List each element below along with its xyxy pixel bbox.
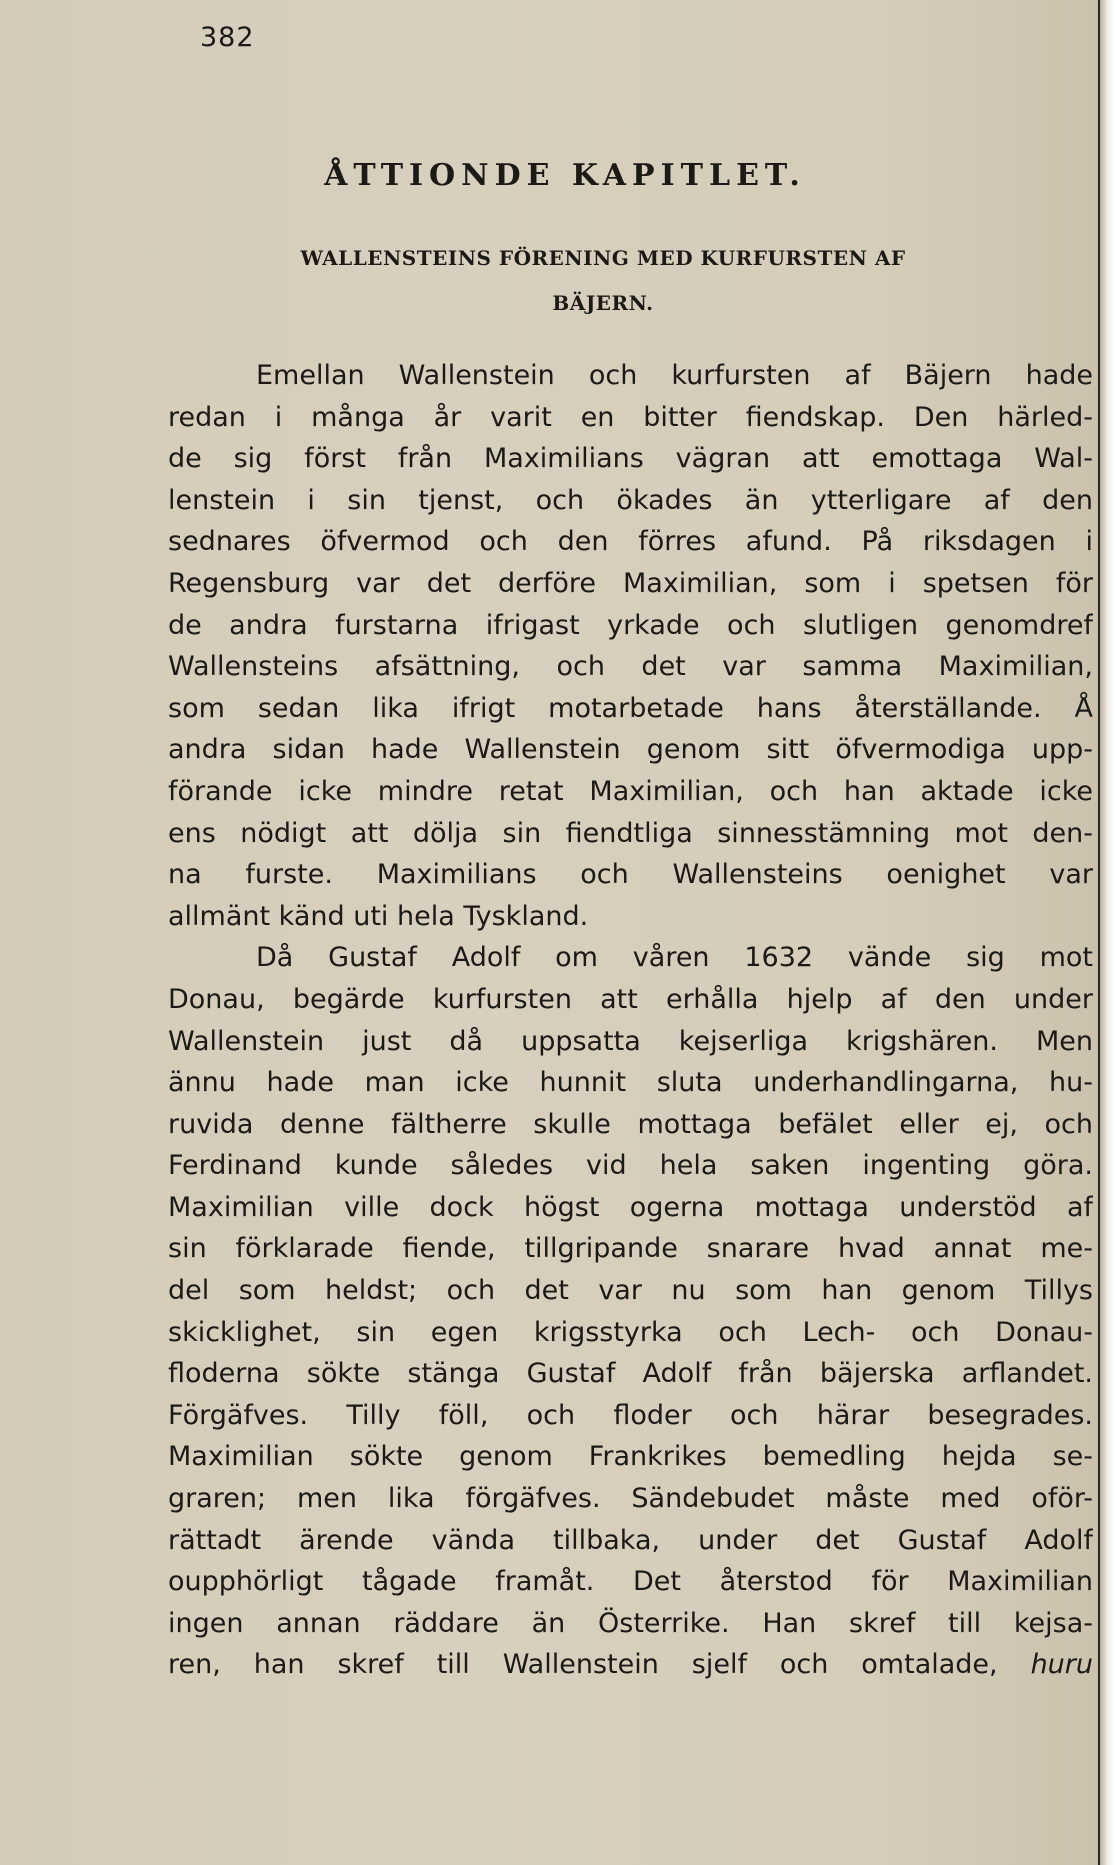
text-line-final xyxy=(168,1644,1093,1686)
text-line: Regensburg var det derföre Maximilian, som i spetsen för xyxy=(168,567,1093,599)
text-line: del som heldst; och det var nu som han genom Tillys xyxy=(168,1275,1093,1307)
text-line: ännu hade man icke hunnit sluta underhandlingarna, hu- xyxy=(168,1067,1093,1099)
text-line: Wallensteins afsättning, och det var samma Maximilian, xyxy=(168,651,1093,683)
text-line: ruvida denne fältherre skulle mottaga befälet eller ej, och xyxy=(168,1108,1093,1140)
text-line: Emellan Wallenstein och kurfursten af Bäjern hade xyxy=(256,360,1093,391)
text-line: lenstein i sin tjenst, och ökades än ytterligare af den xyxy=(168,484,1093,516)
text-line: graren; men lika förgäfves. Sändebudet måste med oför- xyxy=(168,1483,1093,1515)
text-line: sin förklarade fiende, tillgripande snarare hvad annat me- xyxy=(168,1233,1093,1265)
text-line: Maximilian ville dock högst ogerna mottaga understöd af xyxy=(168,1191,1093,1223)
chapter-subtitle-line-1: WALLENSTEINS FÖRENING MED KURFURSTEN AF xyxy=(300,246,906,270)
text-line: andra sidan hade Wallenstein genom sitt öfvermodiga upp- xyxy=(168,734,1093,766)
text-line: floderna sökte stänga Gustaf Adolf från bäjerska arflandet. xyxy=(168,1358,1093,1390)
text-line: förande icke mindre retat Maximilian, och han aktade icke xyxy=(168,775,1093,807)
page-number: 382 xyxy=(200,22,255,53)
text-line: Ferdinand kunde således vid hela saken ingenting göra. xyxy=(168,1150,1093,1182)
text-line: oupphörligt tågade framåt. Det återstod för Maximilian xyxy=(168,1566,1093,1598)
text-line: allmänt känd uti hela Tyskland. xyxy=(168,900,589,932)
text-line-content: ren, han skref till Wallenstein sjelf och omtalade, xyxy=(168,1649,998,1681)
italic-catchword: huru xyxy=(1030,1649,1093,1681)
text-line: sednares öfvermod och den förres afund. På riksdagen i xyxy=(168,526,1093,558)
text-line: Donau, begärde kurfursten att erhålla hjelp af den under xyxy=(168,983,1093,1015)
text-line: de andra furstarna ifrigast yrkade och slutligen genomdref xyxy=(168,609,1093,641)
chapter-subtitle-line-2: BÄJERN. xyxy=(552,291,654,315)
text-line: Då Gustaf Adolf om våren 1632 vände sig mot xyxy=(256,942,1093,974)
text-line: Maximilian sökte genom Frankrikes bemedling hejda se- xyxy=(168,1441,1093,1473)
text-line: ens nödigt att dölja sin fiendtliga sinnesstämning mot den- xyxy=(168,817,1093,849)
body-text xyxy=(168,355,1093,1686)
text-line: Förgäfves. Tilly föll, och floder och härar besegrades. xyxy=(168,1399,1093,1431)
text-line: na furste. Maximilians och Wallensteins oenighet var xyxy=(168,859,1093,891)
text-line: Wallenstein just då uppsatta kejserliga krigshären. Men xyxy=(168,1025,1093,1057)
text-line: skicklighet, sin egen krigsstyrka och Lech- och Donau- xyxy=(168,1316,1093,1348)
text-line: ingen annan räddare än Österrike. Han skref till kejsa- xyxy=(168,1607,1093,1639)
chapter-title: ÅTTIONDE KAPITLET. xyxy=(324,158,806,193)
page-edge xyxy=(1098,0,1115,1865)
text-line: redan i många år varit en bitter fiendskap. Den härled- xyxy=(168,401,1093,433)
text-line: rättadt ärende vända tillbaka, under det Gustaf Adolf xyxy=(168,1524,1093,1556)
text-line: de sig först från Maximilians vägran att emottaga Wal- xyxy=(168,443,1093,475)
text-line: som sedan lika ifrigt motarbetade hans återställande. Å xyxy=(168,692,1093,724)
